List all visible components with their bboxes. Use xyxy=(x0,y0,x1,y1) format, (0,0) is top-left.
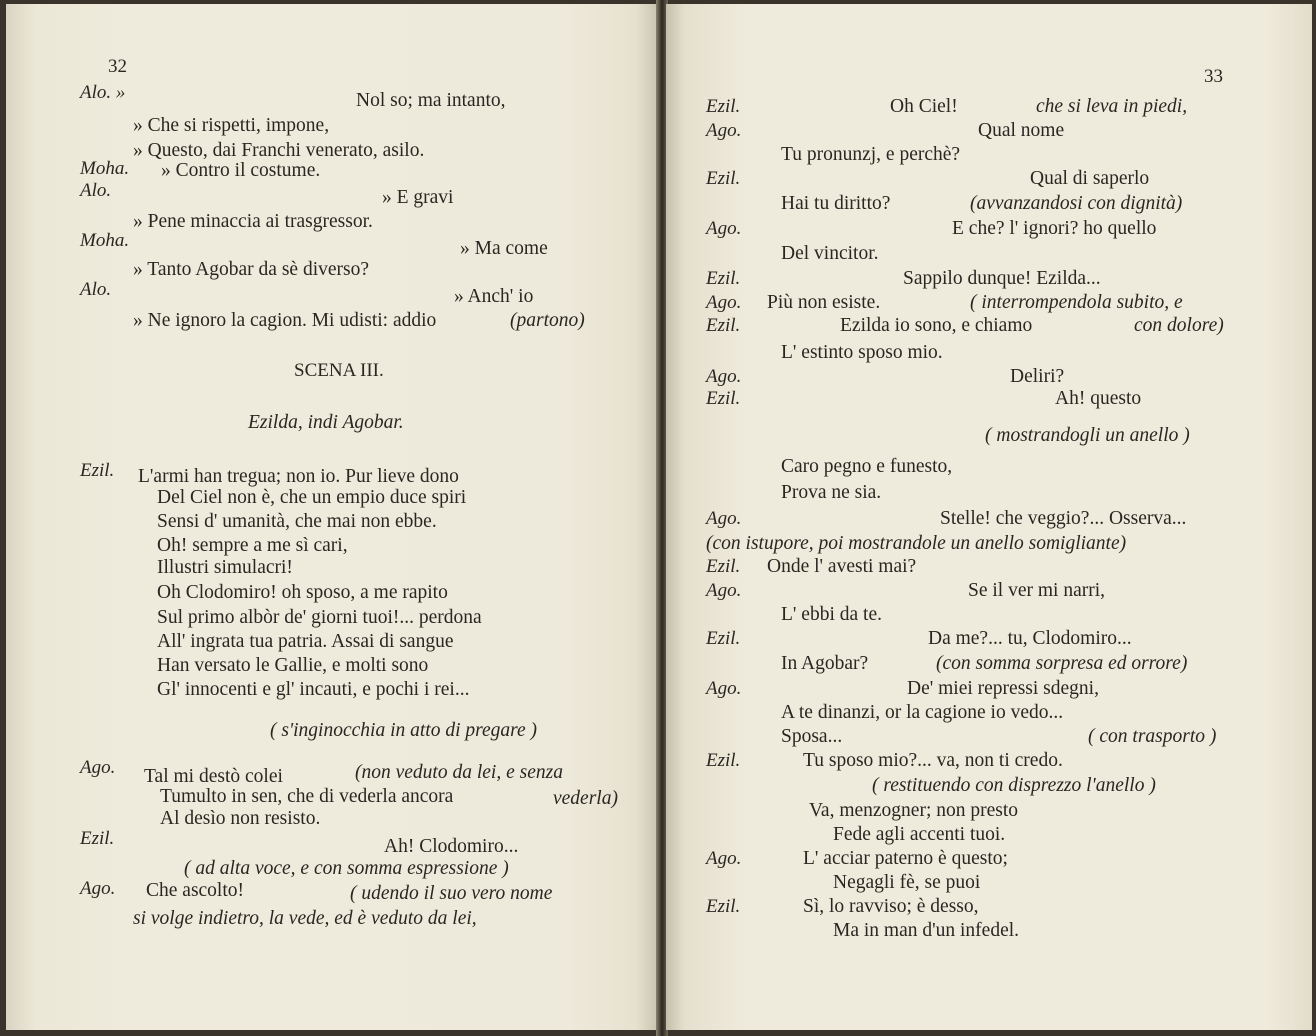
text-line: Nol so; ma intanto, xyxy=(356,90,506,111)
stage-direction: ( s'inginocchia in atto di pregare ) xyxy=(270,720,538,741)
text-line: Caro pegno e funesto, xyxy=(781,456,953,477)
speaker-label: Ago. xyxy=(706,218,742,239)
text-line: A te dinanzi, or la cagione io vedo... xyxy=(781,702,1064,723)
text-line: Tumulto in sen, che di vederla ancora xyxy=(160,786,454,807)
text-line: Negagli fè, se puoi xyxy=(833,872,981,893)
text-line: De' miei repressi sdegni, xyxy=(907,678,1099,699)
speaker-label: Ago. xyxy=(80,878,116,899)
stage-direction: (non veduto da lei, e senza xyxy=(355,762,563,783)
speaker-label: Ago. xyxy=(80,757,116,778)
text-line: Gl' innocenti e gl' incauti, e pochi i rei... xyxy=(157,679,470,700)
text-line: Che ascolto! xyxy=(146,880,245,901)
speaker-label: Ezil. xyxy=(706,388,741,409)
text-line: » Pene minaccia ai trasgressor. xyxy=(133,211,373,232)
stage-direction: ( restituendo con disprezzo l'anello ) xyxy=(872,775,1156,796)
text-line: » Ne ignoro la cagion. Mi udisti: addio xyxy=(133,310,437,331)
text-line: Ezilda io sono, e chiamo xyxy=(840,315,1033,336)
text-line: Han versato le Gallie, e molti sono xyxy=(157,655,429,676)
text-line: Ah! Clodomiro... xyxy=(384,836,519,857)
text-line: L'armi han tregua; non io. Pur lieve dono xyxy=(138,466,459,487)
speaker-label: Ezil. xyxy=(706,896,741,917)
text-line: L' acciar paterno è questo; xyxy=(803,848,1008,869)
text-line: Va, menzogner; non presto xyxy=(809,800,1019,821)
text-line: In Agobar? xyxy=(781,653,869,674)
stage-direction: ( udendo il suo vero nome xyxy=(350,883,553,904)
text-line: Tal mi destò colei xyxy=(144,766,283,787)
speaker-label: Ago. xyxy=(706,508,742,529)
text-line: Oh! sempre a me sì cari, xyxy=(157,535,348,556)
text-line: Più non esiste. xyxy=(767,292,881,313)
speaker-label: Alo. » xyxy=(80,82,126,103)
text-line: Sappilo dunque! Ezilda... xyxy=(903,268,1101,289)
speaker-label: Ago. xyxy=(706,292,742,313)
speaker-label: Ezil. xyxy=(706,628,741,649)
text-line: Ma in man d'un infedel. xyxy=(833,920,1020,941)
text-line: L' estinto sposo mio. xyxy=(781,342,943,363)
text-line: Oh Ciel! xyxy=(890,96,958,117)
text-line: L' ebbi da te. xyxy=(781,604,882,625)
stage-direction: con dolore) xyxy=(1134,315,1224,336)
stage-direction: (partono) xyxy=(510,310,585,331)
speaker-label: Ago. xyxy=(706,120,742,141)
speaker-label: Ezil. xyxy=(706,556,741,577)
text-line: Del Ciel non è, che un empio duce spiri xyxy=(157,487,467,508)
text-line: Del vincitor. xyxy=(781,243,879,264)
stage-direction: che si leva in piedi, xyxy=(1036,96,1188,117)
speaker-label: Moha. xyxy=(80,230,130,251)
speaker-label: Ago. xyxy=(706,580,742,601)
text-line: Tu sposo mio?... va, non ti credo. xyxy=(803,750,1063,771)
speaker-label: Alo. xyxy=(80,180,112,201)
text-line: Qual nome xyxy=(978,120,1065,141)
text-line: Stelle! che veggio?... Osserva... xyxy=(940,508,1187,529)
text-line: Sì, lo ravviso; è desso, xyxy=(803,896,979,917)
text-line: Deliri? xyxy=(1010,366,1065,387)
speaker-label: Ezil. xyxy=(706,750,741,771)
stage-direction: ( ad alta voce, e con somma espressione ) xyxy=(184,858,509,879)
text-line: Qual di saperlo xyxy=(1030,168,1150,189)
page-number-right: 33 xyxy=(1204,66,1223,87)
text-line: » Contro il costume. xyxy=(161,160,321,181)
speaker-label: Ezil. xyxy=(80,460,115,481)
text-line: » Tanto Agobar da sè diverso? xyxy=(133,259,370,280)
text-line: All' ingrata tua patria. Assai di sangue xyxy=(157,631,454,652)
text-line: Ah! questo xyxy=(1055,388,1142,409)
text-line: Da me?... tu, Clodomiro... xyxy=(928,628,1132,649)
speaker-label: Alo. xyxy=(80,279,112,300)
text-line: » Anch' io xyxy=(454,286,534,307)
stage-direction: vederla) xyxy=(553,788,618,809)
text-line: Oh Clodomiro! oh sposo, a me rapito xyxy=(157,582,448,603)
stage-direction: (con somma sorpresa ed orrore) xyxy=(936,653,1188,674)
stage-direction: si volge indietro, la vede, ed è veduto da lei, xyxy=(133,908,477,929)
scene-heading: SCENA III. xyxy=(294,360,384,381)
text-line: Se il ver mi narri, xyxy=(968,580,1106,601)
text-line: Al desìo non resisto. xyxy=(160,808,321,829)
text-line: Illustri simulacri! xyxy=(157,557,293,578)
text-line: Sposa... xyxy=(781,726,843,747)
speaker-label: Ago. xyxy=(706,678,742,699)
speaker-label: Ezil. xyxy=(706,168,741,189)
text-line: » Che si rispetti, impone, xyxy=(133,115,330,136)
text-line: » Ma come xyxy=(460,238,548,259)
text-line: » E gravi xyxy=(382,187,454,208)
speaker-label: Ezil. xyxy=(80,828,115,849)
text-line: Hai tu diritto? xyxy=(781,193,891,214)
page-number-left: 32 xyxy=(108,56,127,77)
stage-direction: ( interrompendola subito, e xyxy=(970,292,1183,313)
text-line: Prova ne sia. xyxy=(781,482,882,503)
speaker-label: Ezil. xyxy=(706,268,741,289)
speaker-label: Ezil. xyxy=(706,96,741,117)
stage-direction: (con istupore, poi mostrandole un anello somigliante) xyxy=(706,533,1127,554)
stage-direction: ( mostrandogli un anello ) xyxy=(985,425,1190,446)
stage-direction: ( con trasporto ) xyxy=(1088,726,1217,747)
speaker-label: Ago. xyxy=(706,366,742,387)
text-line: Tu pronunzj, e perchè? xyxy=(781,144,961,165)
text-line: Fede agli accenti tuoi. xyxy=(833,824,1006,845)
text-line: E che? l' ignori? ho quello xyxy=(952,218,1157,239)
speaker-label: Moha. xyxy=(80,158,130,179)
left-page xyxy=(6,4,658,1030)
text-line: Onde l' avesti mai? xyxy=(767,556,917,577)
speaker-label: Ago. xyxy=(706,848,742,869)
text-line: Sul primo albòr de' giorni tuoi!... perdona xyxy=(157,607,482,628)
right-page xyxy=(666,4,1312,1030)
stage-direction: (avvanzandosi con dignità) xyxy=(970,193,1183,214)
speaker-label: Ezil. xyxy=(706,315,741,336)
text-line: » Questo, dai Franchi venerato, asilo. xyxy=(133,140,425,161)
text-line: Sensi d' umanità, che mai non ebbe. xyxy=(157,511,437,532)
stage-direction: Ezilda, indi Agobar. xyxy=(248,412,404,433)
